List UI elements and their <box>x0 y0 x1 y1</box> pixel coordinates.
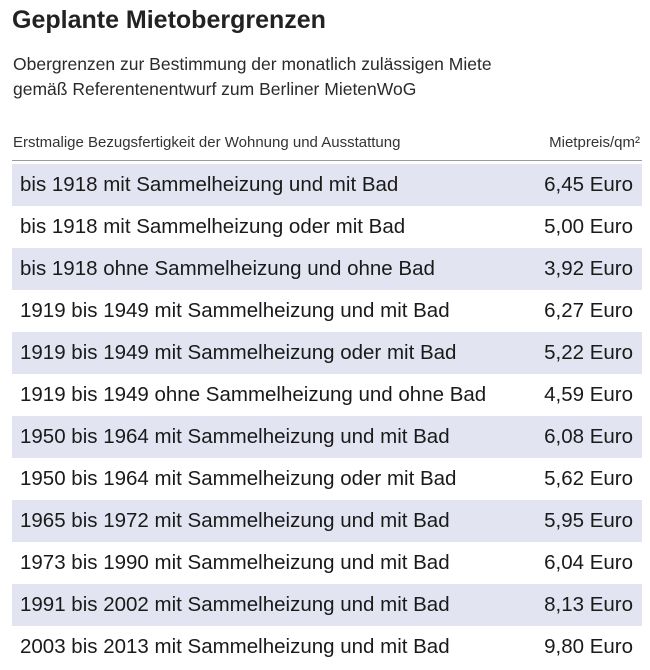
table-row <box>12 626 642 668</box>
row-label: 1965 bis 1972 mit Sammelheizung und mit Bad <box>20 509 450 532</box>
row-label: bis 1918 ohne Sammelheizung und ohne Bad <box>20 257 435 280</box>
table-row <box>12 374 642 416</box>
row-label: 1919 bis 1949 mit Sammelheizung und mit Bad <box>20 299 450 322</box>
chart-subtitle-line-2: gemäß Referentenentwurf zum Berliner MietenWoG <box>13 79 417 99</box>
chart-title: Geplante Mietobergrenzen <box>12 6 326 34</box>
table-row <box>12 458 642 500</box>
header-divider <box>12 160 642 161</box>
row-label: 1950 bis 1964 mit Sammelheizung und mit Bad <box>20 425 450 448</box>
row-price: 6,45 Euro <box>544 173 633 196</box>
row-price: 5,22 Euro <box>544 341 633 364</box>
row-label: 1973 bis 1990 mit Sammelheizung und mit Bad <box>20 551 450 574</box>
row-price: 6,27 Euro <box>544 299 633 322</box>
row-price: 4,59 Euro <box>544 383 633 406</box>
table-row <box>12 500 642 542</box>
table-row <box>12 290 642 332</box>
row-label: bis 1918 mit Sammelheizung oder mit Bad <box>20 215 406 238</box>
table-row <box>12 416 642 458</box>
chart-subtitle-line-1: Obergrenzen zur Bestimmung der monatlich zulässigen Miete <box>13 54 492 74</box>
table-row <box>12 584 642 626</box>
row-label: 1919 bis 1949 mit Sammelheizung oder mit Bad <box>20 341 457 364</box>
row-price: 5,95 Euro <box>544 509 633 532</box>
table-row <box>12 248 642 290</box>
row-price: 9,80 Euro <box>544 635 633 658</box>
row-price: 6,04 Euro <box>544 551 633 574</box>
row-price: 5,62 Euro <box>544 467 633 490</box>
table-row <box>12 332 642 374</box>
row-price: 6,08 Euro <box>544 425 633 448</box>
row-label: bis 1918 mit Sammelheizung und mit Bad <box>20 173 399 196</box>
row-label: 2003 bis 2013 mit Sammelheizung und mit Bad <box>20 635 450 658</box>
row-label: 1991 bis 2002 mit Sammelheizung und mit Bad <box>20 593 450 616</box>
table-row <box>12 206 642 248</box>
table-row <box>12 542 642 584</box>
table-body <box>12 164 642 668</box>
table-row <box>12 164 642 206</box>
row-label: 1950 bis 1964 mit Sammelheizung oder mit Bad <box>20 467 457 490</box>
row-price: 5,00 Euro <box>544 215 633 238</box>
row-price: 3,92 Euro <box>544 257 633 280</box>
row-price: 8,13 Euro <box>544 593 633 616</box>
column-header-price: Mietpreis/qm² <box>549 134 640 151</box>
row-label: 1919 bis 1949 ohne Sammelheizung und ohne Bad <box>20 383 487 406</box>
column-header-description: Erstmalige Bezugsfertigkeit der Wohnung und Ausstattung <box>13 134 401 151</box>
